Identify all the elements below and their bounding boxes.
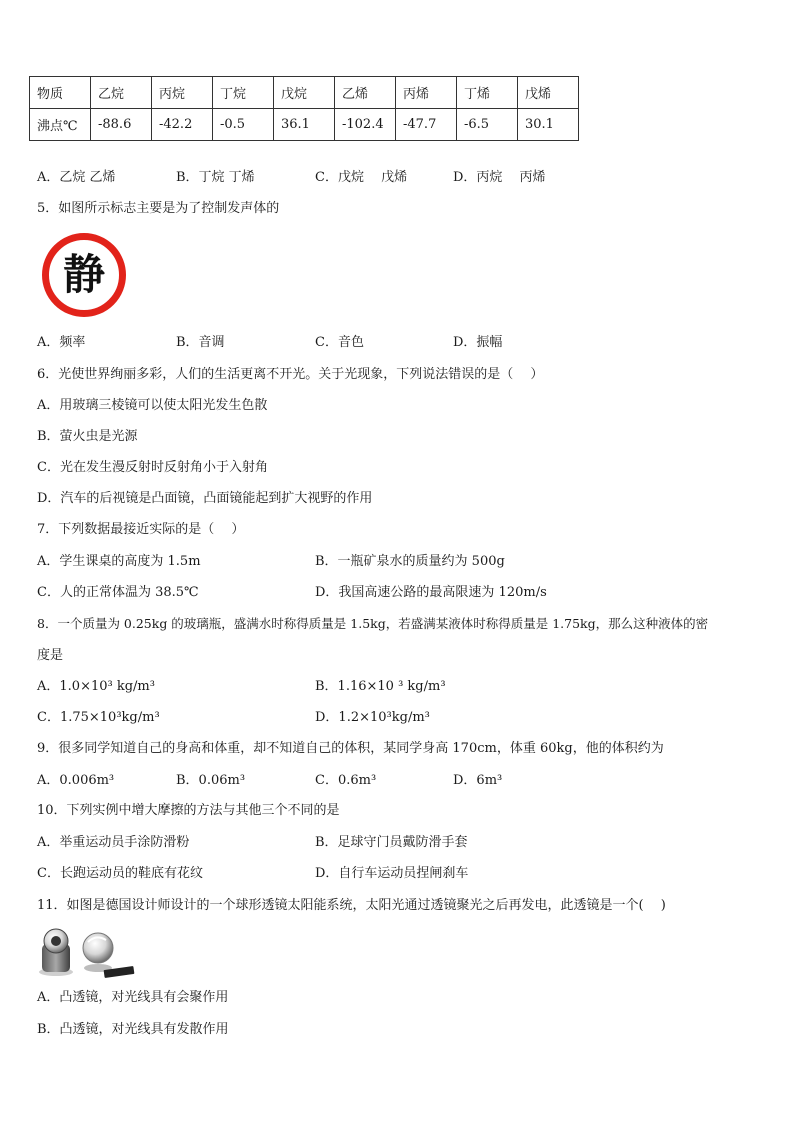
- q7-stem: 7．下列数据最接近实际的是（ ）: [37, 522, 245, 537]
- q9-option-d: D．6m³: [453, 773, 503, 788]
- q9-option-c: C．0.6m³: [315, 773, 377, 788]
- table-cell: 丙烯: [396, 77, 457, 109]
- q9-option-a: A．0.006m³: [37, 773, 115, 788]
- q10-option-c: C．长跑运动员的鞋底有花纹: [37, 866, 203, 881]
- q7-option-b: B．一瓶矿泉水的质量约为 500g: [315, 554, 505, 569]
- q4-option-c: C．戊烷 戊烯: [315, 170, 408, 185]
- q5-stem: 5．如图所示标志主要是为了控制发声体的: [37, 201, 280, 216]
- q8-option-b: B．1.16×10 ³ kg/m³: [315, 679, 446, 694]
- q5-option-c: C．音色: [315, 335, 364, 350]
- table-cell: 乙烷: [91, 77, 152, 109]
- q11-option-a: A．凸透镜，对光线具有会聚作用: [37, 990, 229, 1005]
- q6-option-a: A．用玻璃三棱镜可以使太阳光发生色散: [37, 398, 268, 413]
- table-cell: -88.6: [91, 109, 152, 141]
- q11-option-b: B．凸透镜，对光线具有发散作用: [37, 1022, 229, 1037]
- table-cell: 丁烯: [457, 77, 518, 109]
- q8-option-c: C．1.75×10³kg/m³: [37, 710, 160, 725]
- q8-option-d: D．1.2×10³kg/m³: [315, 710, 430, 725]
- table-cell: 36.1: [274, 109, 335, 141]
- table-cell: 戊烷: [274, 77, 335, 109]
- table-cell: -0.5: [213, 109, 274, 141]
- q11-stem: 11．如图是德国设计师设计的一个球形透镜太阳能系统，太阳光通过透镜聚光之后再发电，此透镜是一个( ): [37, 898, 666, 913]
- q6-option-c: C．光在发生漫反射时反射角小于入射角: [37, 460, 268, 475]
- table-cell: 30.1: [518, 109, 579, 141]
- table-row: [30, 109, 579, 141]
- q5-option-b: B．音调: [176, 335, 225, 350]
- quiet-sign-image: [42, 233, 126, 317]
- table-cell: -47.7: [396, 109, 457, 141]
- q10-stem: 10．下列实例中增大摩擦的方法与其他三个不同的是: [37, 803, 340, 818]
- q10-option-d: D．自行车运动员捏闸刹车: [315, 866, 469, 881]
- q9-stem: 9．很多同学知道自己的身高和体重，却不知道自己的体积，某同学身高 170cm，体重 60kg，他的体积约为: [37, 741, 664, 756]
- table-cell: 丁烷: [213, 77, 274, 109]
- q9-option-b: B．0.06m³: [176, 773, 246, 788]
- q7-option-d: D．我国高速公路的最高限速为 120m/s: [315, 585, 547, 600]
- table-cell: 乙烯: [335, 77, 396, 109]
- q4-option-b: B．丁烷 丁烯: [176, 170, 255, 185]
- q6-option-d: D．汽车的后视镜是凸面镜，凸面镜能起到扩大视野的作用: [37, 491, 373, 506]
- quiet-sign-text: 静: [62, 250, 105, 299]
- q8-option-a: A．1.0×10³ kg/m³: [37, 679, 155, 694]
- table-cell: -6.5: [457, 109, 518, 141]
- q8-stem-line2: 度是: [37, 648, 64, 663]
- table-cell: -102.4: [335, 109, 396, 141]
- q7-option-a: A．学生课桌的高度为 1.5m: [37, 554, 201, 569]
- table-cell: 物质: [30, 77, 91, 109]
- q6-option-b: B．萤火虫是光源: [37, 429, 138, 444]
- q4-option-d: D．丙烷 丙烯: [453, 170, 546, 185]
- table-cell: -42.2: [152, 109, 213, 141]
- boiling-point-table: [29, 76, 579, 141]
- q4-option-a: A．乙烷 乙烯: [37, 170, 116, 185]
- q10-option-a: A．举重运动员手涂防滑粉: [37, 835, 190, 850]
- q5-option-a: A．频率: [37, 335, 86, 350]
- table-cell: 丙烷: [152, 77, 213, 109]
- table-cell: 沸点℃: [30, 109, 91, 141]
- q5-option-d: D．振幅: [453, 335, 503, 350]
- table-header-row: [30, 77, 579, 109]
- table-cell: 戊烯: [518, 77, 579, 109]
- spherical-lens-solar-image: [38, 926, 142, 978]
- q7-option-c: C．人的正常体温为 38.5℃: [37, 585, 199, 600]
- q6-stem: 6．光使世界绚丽多彩，人们的生活更离不开光。关于光现象，下列说法错误的是（ ）: [37, 367, 544, 382]
- q8-stem-line1: 8．一个质量为 0.25kg 的玻璃瓶，盛满水时称得质量是 1.5kg，若盛满某液体时称得质量是 1.75kg，那么这种液体的密: [37, 616, 709, 631]
- q10-option-b: B．足球守门员戴防滑手套: [315, 835, 468, 850]
